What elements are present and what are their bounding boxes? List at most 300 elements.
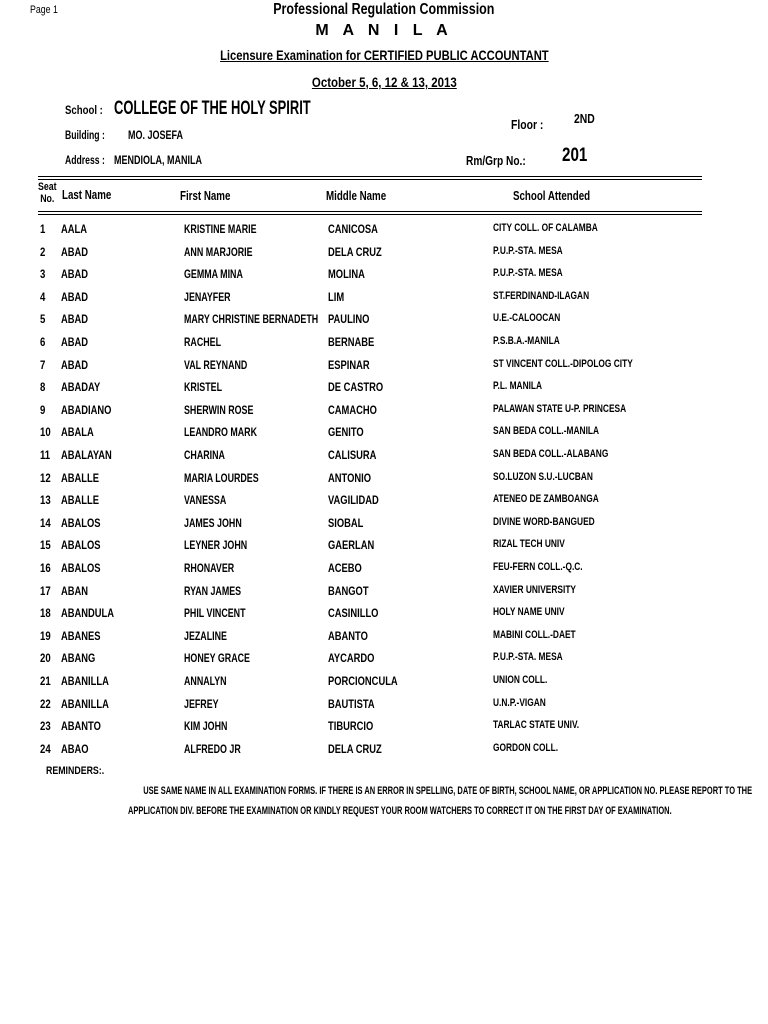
cell-last (61, 448, 126, 462)
cell-middle-text: ESPINAR (328, 357, 370, 372)
cell-seat (40, 697, 53, 711)
cell-middle-text: DELA CRUZ (328, 741, 382, 756)
cell-seat (40, 538, 53, 552)
cell-last-text: ABAD (61, 312, 89, 327)
cell-first (184, 471, 285, 485)
table-row (0, 403, 768, 426)
cell-middle-text: ANTONIO (328, 470, 371, 485)
col-header-first-name (180, 188, 247, 203)
cell-first (184, 538, 269, 552)
cell-school (493, 267, 585, 279)
cell-school (493, 471, 624, 483)
cell-last (61, 312, 96, 326)
cell-first (184, 584, 261, 598)
cell-middle-text: PORCIONCULA (328, 674, 398, 688)
floor-value (574, 111, 600, 126)
cell-middle-text: MOLINA (328, 267, 365, 282)
cell-school-text: ST VINCENT COLL.-DIPOLOG CITY (493, 357, 633, 370)
cell-last (61, 425, 103, 439)
cell-seat (40, 606, 53, 620)
table-row (0, 335, 768, 358)
school-label-text: School : (65, 103, 103, 117)
room-label-text: Rm/Grp No.: (466, 153, 526, 168)
building-value-text: MO. JOSEFA (128, 128, 184, 142)
col-header-seat (38, 181, 58, 205)
cell-first (184, 335, 234, 349)
cell-last (61, 267, 96, 281)
address-value (114, 153, 231, 167)
cell-last (61, 380, 111, 394)
exam-dates-text: October 5, 6, 12 & 13, 2013 (311, 74, 457, 90)
cell-middle (328, 651, 388, 665)
cell-last-text: ABALOS (61, 515, 101, 530)
cell-first (184, 448, 239, 462)
table-row (0, 380, 768, 403)
cell-first-text: SHERWIN ROSE (184, 402, 254, 417)
cell-middle (328, 380, 399, 394)
cell-first (184, 697, 231, 711)
cell-first (184, 358, 270, 372)
cell-seat-text: 8 (40, 380, 46, 395)
cell-seat-text: 21 (40, 674, 51, 688)
reminders-title-text: REMINDERS:. (46, 765, 105, 777)
cell-last (61, 358, 96, 372)
cell-last (61, 335, 96, 349)
cell-first-text: JEZALINE (184, 628, 227, 643)
cell-school (493, 561, 611, 573)
cell-seat (40, 651, 53, 665)
cell-seat-text: 16 (40, 561, 51, 575)
cell-middle (328, 425, 374, 439)
cell-first (184, 561, 252, 575)
cell-school (493, 425, 633, 437)
cell-last (61, 651, 105, 665)
cell-school-text: XAVIER UNIVERSITY (493, 583, 577, 596)
cell-school (493, 697, 562, 709)
cell-middle (328, 493, 393, 507)
cell-first-text: KIM JOHN (184, 719, 228, 734)
table-row (0, 267, 768, 290)
cell-seat-text: 6 (40, 335, 46, 349)
col-header-school (513, 188, 616, 203)
table-row (0, 742, 768, 765)
cell-middle-text: BERNABE (328, 335, 375, 349)
cell-first-text: JAMES JOHN (184, 515, 242, 530)
cell-last (61, 290, 96, 304)
cell-seat (40, 380, 47, 394)
cell-last (61, 222, 94, 236)
cell-school (493, 742, 579, 754)
school-name-text: COLLEGE OF THE HOLY SPIRIT (114, 98, 311, 119)
cell-school (493, 651, 585, 663)
cell-middle-text: BANGOT (328, 583, 369, 598)
cell-seat-text: 18 (40, 606, 51, 621)
cell-last-text: ABAD (61, 357, 89, 372)
reminder-line-1 (0, 785, 768, 797)
cell-middle (328, 358, 381, 372)
building-label (65, 128, 120, 142)
cell-seat (40, 584, 53, 598)
floor-value-text: 2ND (574, 111, 595, 126)
cell-seat (40, 493, 53, 507)
header-rule-top-2 (38, 179, 702, 180)
cell-middle-text: AYCARDO (328, 651, 375, 666)
cell-middle-text: ABANTO (328, 628, 368, 643)
cell-seat-text: 5 (40, 312, 46, 327)
cell-last (61, 516, 112, 530)
cell-first-text: HONEY GRACE (184, 651, 250, 666)
cell-first-text: LEYNER JOHN (184, 538, 248, 553)
cell-seat (40, 403, 47, 417)
cell-school (493, 674, 565, 686)
cell-middle (328, 290, 349, 304)
cell-first-text: MARY CHRISTINE BERNADETH (184, 312, 319, 327)
cell-seat-text: 19 (40, 628, 51, 643)
table-row (0, 674, 768, 697)
city-title (0, 22, 768, 40)
cell-first-text: RYAN JAMES (184, 583, 242, 598)
cell-last (61, 561, 112, 575)
cell-middle (328, 561, 371, 575)
table-row (0, 538, 768, 561)
city-text: M A N I L A (315, 22, 453, 39)
col-header-last-name-text: Last Name (62, 187, 112, 202)
table-row (0, 697, 768, 720)
cell-middle (328, 267, 375, 281)
cell-first (184, 493, 241, 507)
cell-last (61, 538, 112, 552)
cell-middle (328, 742, 397, 756)
cell-middle (328, 719, 386, 733)
cell-last-text: ABALA (61, 425, 94, 440)
cell-school-text: P.U.P.-STA. MESA (493, 244, 563, 257)
cell-seat-text: 10 (40, 425, 51, 440)
school-label (65, 103, 112, 117)
cell-last-text: ABADAY (61, 380, 101, 395)
cell-middle-text: ACEBO (328, 561, 362, 575)
cell-school-text: FEU-FERN COLL.-Q.C. (493, 561, 583, 573)
cell-middle-text: BAUTISTA (328, 696, 375, 711)
table-row (0, 719, 768, 742)
page-number-text: Page 1 (30, 4, 58, 16)
floor-label-text: Floor : (511, 117, 544, 132)
cell-last-text: ABANES (61, 628, 101, 643)
building-value (128, 128, 201, 142)
cell-middle-text: DE CASTRO (328, 380, 384, 395)
cell-first-text: VAL REYNAND (184, 357, 248, 372)
cell-middle (328, 538, 387, 552)
cell-school-text: SO.LUZON S.U.-LUCBAN (493, 470, 593, 483)
cell-last (61, 493, 110, 507)
cell-middle-text: CASINILLO (328, 606, 379, 621)
col-header-seat-text: Seat No. (38, 181, 57, 205)
cell-school-text: P.U.P.-STA. MESA (493, 651, 563, 664)
cell-school-text: U.N.P.-VIGAN (493, 696, 546, 709)
address-value-text: MENDIOLA, MANILA (114, 153, 202, 167)
cell-first (184, 290, 247, 304)
cell-middle (328, 697, 388, 711)
cell-school-text: SAN BEDA COLL.-MANILA (493, 425, 600, 438)
cell-school (493, 493, 632, 505)
cell-middle (328, 222, 392, 236)
cell-seat (40, 358, 47, 372)
cell-first (184, 674, 242, 688)
cell-school-text: GORDON COLL. (493, 741, 559, 754)
cell-first-text: RHONAVER (184, 561, 235, 575)
cell-middle (328, 448, 390, 462)
cell-school (493, 380, 558, 392)
table-row (0, 561, 768, 584)
col-header-first-name-text: First Name (180, 188, 231, 203)
cell-middle (328, 629, 379, 643)
cell-middle (328, 245, 397, 259)
cell-first-text: ANNALYN (184, 674, 227, 688)
cell-first-text: ALFREDO JR (184, 741, 241, 756)
cell-middle (328, 471, 383, 485)
cell-school (493, 403, 668, 415)
cell-first-text: KRISTINE MARIE (184, 222, 257, 236)
cell-school (493, 719, 606, 731)
cell-seat-text: 1 (40, 222, 46, 236)
cell-first-text: PHIL VINCENT (184, 606, 246, 621)
table-row (0, 448, 768, 471)
cell-seat (40, 312, 47, 326)
cell-school (493, 222, 631, 234)
header-rule-bottom-2 (38, 214, 702, 215)
cell-first (184, 245, 277, 259)
cell-first (184, 516, 262, 530)
cell-last-text: ABAD (61, 244, 89, 259)
cell-first-text: CHARINA (184, 448, 225, 462)
col-header-last-name (62, 187, 128, 202)
cell-seat-text: 17 (40, 583, 51, 598)
address-label-text: Address : (65, 153, 105, 167)
cell-first (184, 380, 235, 394)
cell-seat-text: 2 (40, 244, 46, 259)
cell-last (61, 471, 110, 485)
exam-dates (0, 74, 768, 90)
cell-last (61, 245, 96, 259)
school-name (114, 98, 403, 120)
cell-last (61, 606, 129, 620)
cell-last-text: ABAO (61, 741, 89, 756)
cell-school (493, 290, 620, 302)
table-row (0, 245, 768, 268)
table-row (0, 290, 768, 313)
cell-last-text: ABANILLA (61, 674, 109, 688)
header-rule-bottom-1 (38, 211, 702, 212)
cell-school-text: ST.FERDINAND-ILAGAN (493, 289, 590, 302)
cell-school-text: P.U.P.-STA. MESA (493, 267, 563, 280)
cell-school (493, 245, 585, 257)
cell-first (184, 742, 261, 756)
col-header-middle-name-text: Middle Name (326, 188, 387, 203)
cell-middle-text: SIOBAL (328, 515, 364, 530)
cell-middle (328, 312, 381, 326)
table-row (0, 312, 768, 335)
cell-seat-text: 13 (40, 493, 51, 508)
cell-school-text: MABINI COLL.-DAET (493, 628, 576, 641)
cell-seat (40, 561, 53, 575)
cell-first-text: ANN MARJORIE (184, 244, 253, 259)
reminders-title (46, 765, 119, 777)
cell-school-text: ATENEO DE ZAMBOANGA (493, 493, 599, 506)
cell-middle-text: PAULINO (328, 312, 370, 327)
floor-label (511, 117, 551, 132)
cell-school (493, 335, 581, 347)
exam-title-text: Licensure Examination for CERTIFIED PUBLIC ACCOUNTANT (219, 47, 549, 63)
cell-seat (40, 290, 47, 304)
cell-seat (40, 629, 53, 643)
cell-seat (40, 674, 53, 688)
table-row (0, 358, 768, 381)
col-header-middle-name (326, 188, 406, 203)
cell-first (184, 267, 264, 281)
cell-last-text: ABANILLA (61, 696, 109, 711)
cell-middle (328, 584, 380, 598)
cell-last (61, 629, 112, 643)
table-row (0, 516, 768, 539)
cell-seat-text: 11 (40, 448, 51, 462)
cell-first-text: VANESSA (184, 493, 227, 508)
cell-school (493, 516, 627, 528)
cell-school (493, 448, 645, 460)
cell-last-text: ABAD (61, 289, 89, 304)
cell-middle-text: TIBURCIO (328, 719, 374, 734)
cell-last-text: ABANTO (61, 719, 101, 734)
table-row (0, 471, 768, 494)
reminder-line-1-text: USE SAME NAME IN ALL EXAMINATION FORMS. IF THERE IS AN ERROR IN SPELLING, DATE OF BIRTH, SCHOOL NAME, OR APPLICATION NO. PLEASE REPORT TO THE (143, 785, 753, 797)
cell-school-text: PALAWAN STATE U-P. PRINCESA (493, 402, 627, 415)
cell-seat (40, 719, 53, 733)
organization-title (0, 1, 768, 19)
cell-seat-text: 7 (40, 357, 46, 372)
cell-middle (328, 606, 393, 620)
cell-seat-text: 24 (40, 741, 51, 756)
cell-seat-text: 9 (40, 402, 46, 417)
table-row (0, 493, 768, 516)
cell-school-text: RIZAL TECH UNIV (493, 538, 565, 551)
cell-last-text: ABANG (61, 651, 96, 666)
cell-seat (40, 335, 47, 349)
cell-first-text: MARIA LOURDES (184, 470, 259, 485)
cell-last (61, 403, 126, 417)
cell-school-text: P.S.B.A.-MANILA (493, 335, 560, 347)
cell-seat (40, 267, 47, 281)
cell-last-text: AALA (61, 222, 87, 236)
cell-middle-text: GENITO (328, 425, 364, 440)
cell-seat (40, 516, 53, 530)
cell-first (184, 629, 242, 643)
room-label (466, 153, 543, 168)
exam-title (0, 47, 768, 63)
cell-school-text: P.L. MANILA (493, 380, 543, 393)
table-row (0, 222, 768, 245)
cell-seat (40, 471, 53, 485)
cell-last-text: ABAD (61, 267, 89, 282)
cell-middle-text: CANICOSA (328, 222, 378, 236)
cell-first-text: JEFREY (184, 696, 219, 711)
room-value-text: 201 (562, 145, 588, 166)
cell-school-text: HOLY NAME UNIV (493, 606, 565, 619)
cell-seat-text: 15 (40, 538, 51, 553)
building-label-text: Building : (65, 128, 105, 142)
cell-seat-text: 20 (40, 651, 51, 666)
cell-middle-text: VAGILIDAD (328, 493, 379, 508)
cell-first (184, 425, 283, 439)
cell-first (184, 606, 267, 620)
cell-seat-text: 22 (40, 696, 51, 711)
table-row (0, 425, 768, 448)
cell-school-text: UNION COLL. (493, 674, 548, 686)
cell-middle (328, 335, 387, 349)
cell-last (61, 719, 112, 733)
cell-middle (328, 403, 391, 417)
room-value (562, 145, 594, 167)
cell-school (493, 312, 582, 324)
cell-school (493, 584, 602, 596)
reminder-line-2-text: APPLICATION DIV. BEFORE THE EXAMINATION OR KINDLY REQUEST YOUR ROOM WATCHERS TO CORRECT IT ON THE FIRST DAY OF EXAMINATION. (127, 805, 672, 817)
cell-school-text: U.E.-CALOOCAN (493, 312, 561, 325)
cell-first-text: LEANDRO MARK (184, 425, 258, 440)
cell-last-text: ABAD (61, 335, 89, 349)
address-label (65, 153, 120, 167)
cell-school-text: SAN BEDA COLL.-ALABANG (493, 448, 609, 460)
table-row (0, 629, 768, 652)
cell-seat (40, 425, 53, 439)
header-rule-top-1 (38, 176, 702, 177)
cell-school-text: CITY COLL. OF CALAMBA (493, 222, 598, 234)
cell-first-text: RACHEL (184, 335, 221, 349)
cell-last-text: ABANDULA (61, 606, 115, 621)
cell-last (61, 697, 122, 711)
table-row (0, 606, 768, 629)
cell-first-text: GEMMA MINA (184, 267, 243, 282)
cell-seat (40, 245, 47, 259)
cell-last (61, 742, 96, 756)
cell-last-text: ABADIANO (61, 402, 112, 417)
cell-middle-text: LIM (328, 289, 345, 304)
cell-seat-text: 23 (40, 719, 51, 734)
cell-seat (40, 742, 53, 756)
cell-last-text: ABALOS (61, 561, 101, 575)
cell-last (61, 584, 96, 598)
cell-last (61, 674, 122, 688)
cell-school-text: DIVINE WORD-BANGUED (493, 515, 595, 528)
cell-middle-text: GAERLAN (328, 538, 375, 553)
cell-first (184, 222, 282, 236)
cell-school (493, 629, 602, 641)
organization-text: Professional Regulation Commission (273, 1, 495, 18)
cell-middle (328, 674, 417, 688)
cell-first (184, 403, 278, 417)
cell-middle-text: CALISURA (328, 448, 377, 462)
cell-middle-text: DELA CRUZ (328, 244, 382, 259)
cell-first (184, 719, 243, 733)
table-row (0, 584, 768, 607)
cell-school-text: TARLAC STATE UNIV. (493, 719, 580, 732)
cell-last-text: ABALLE (61, 493, 99, 508)
cell-seat-text: 3 (40, 267, 46, 282)
col-header-school-text: School Attended (513, 188, 591, 203)
reminder-line-2 (0, 805, 768, 817)
cell-seat (40, 448, 53, 462)
cell-middle (328, 516, 373, 530)
cell-school (493, 358, 677, 370)
cell-seat-text: 4 (40, 289, 46, 304)
cell-school (493, 606, 587, 618)
cell-school (493, 538, 588, 550)
